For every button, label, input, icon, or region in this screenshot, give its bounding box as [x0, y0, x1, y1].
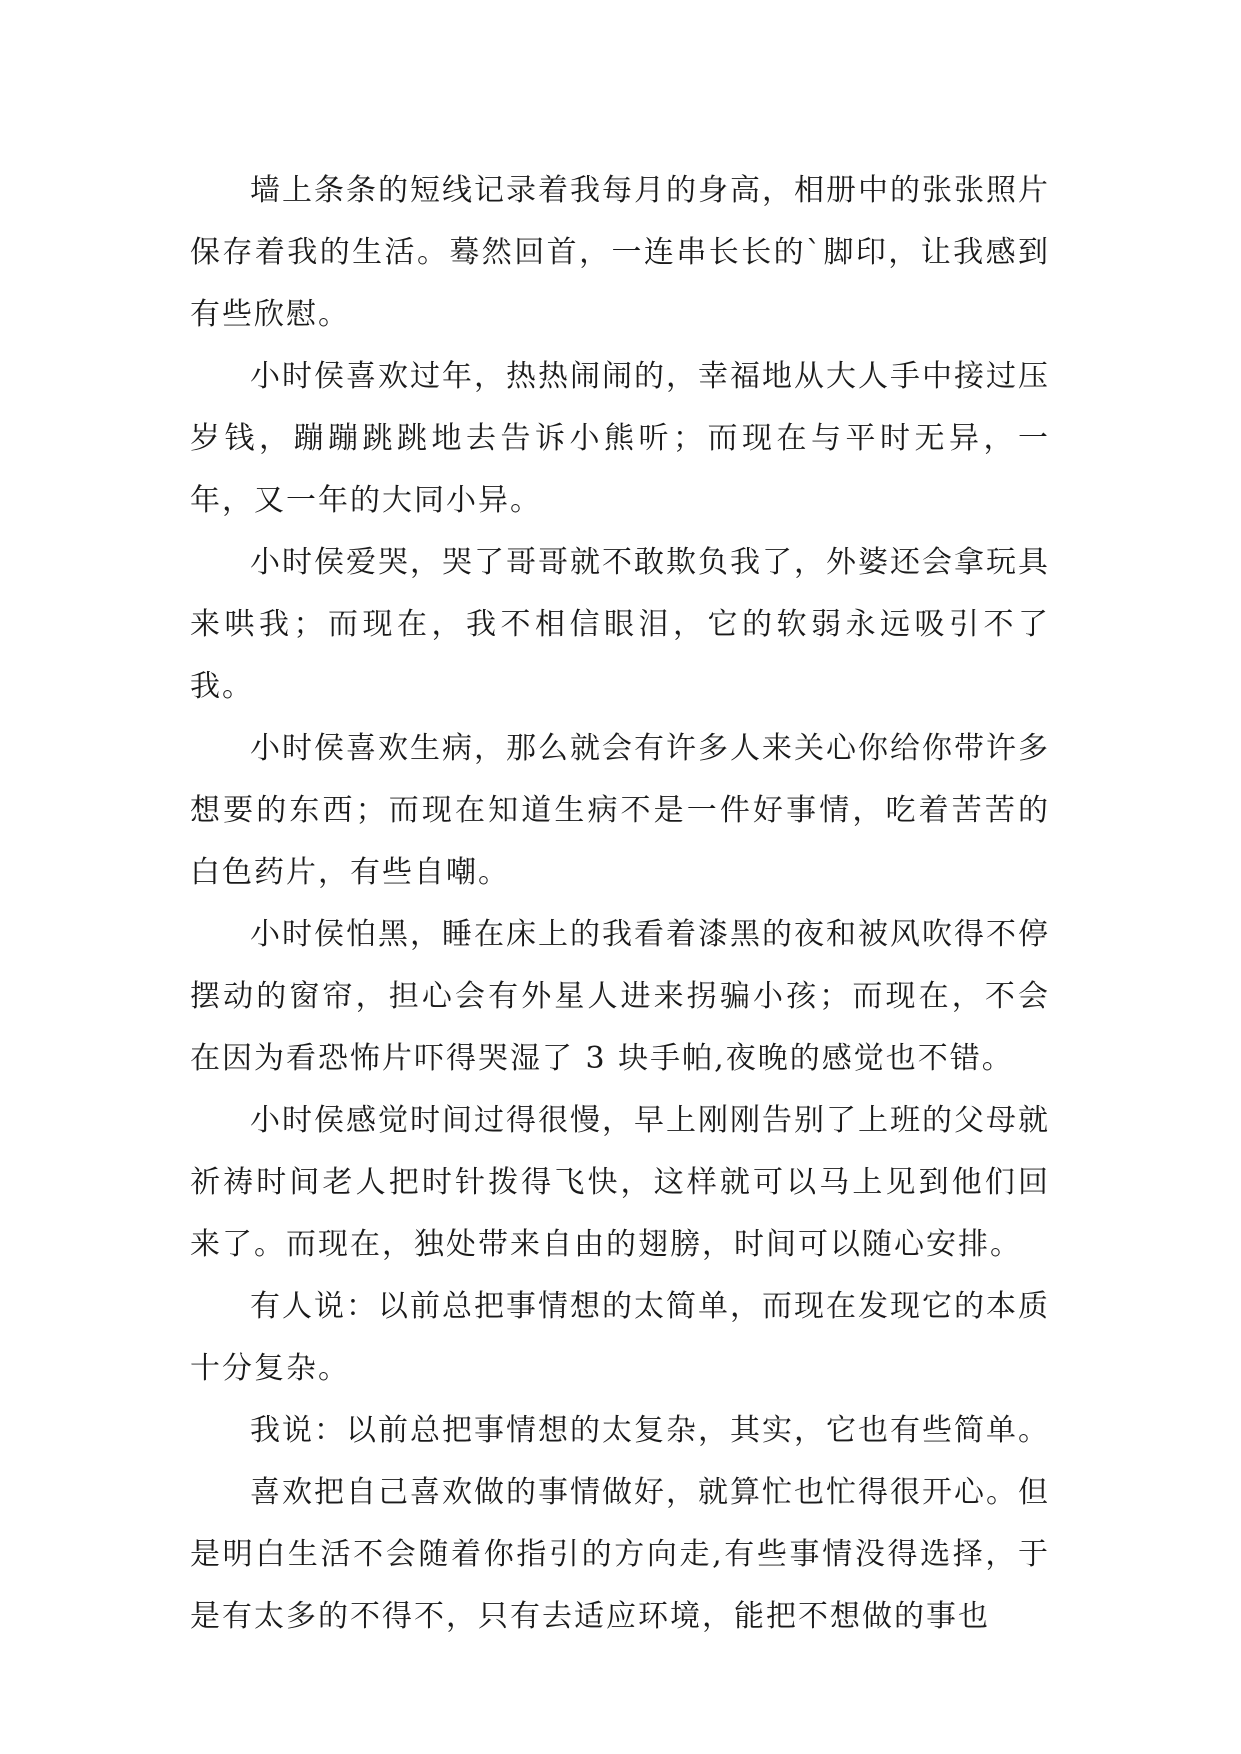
- body-text: [190, 160, 1050, 1648]
- paragraph-5: 小时侯怕黑，睡在床上的我看着漆黑的夜和被风吹得不停摆动的窗帘，担心会有外星人进来拐骗小孩；而现在，不会在因为看恐怖片吓得哭湿了 3 块手帕,夜晚的感觉也不错。: [190, 917, 1050, 1076]
- paragraph-6: 小时侯感觉时间过得很慢，早上刚刚告别了上班的父母就祈祷时间老人把时针拨得飞快，这样就可以马上见到他们回来了。而现在，独处带来自由的翅膀，时间可以随心安排。: [190, 1103, 1050, 1262]
- paragraph-2: 小时侯喜欢过年，热热闹闹的，幸福地从大人手中接过压岁钱，蹦蹦跳跳地去告诉小熊听；而现在与平时无异，一年，又一年的大同小异。: [190, 359, 1050, 518]
- paragraph-3: 小时侯爱哭，哭了哥哥就不敢欺负我了，外婆还会拿玩具来哄我；而现在，我不相信眼泪，它的软弱永远吸引不了我。: [190, 545, 1050, 704]
- paragraph-1: 墙上条条的短线记录着我每月的身高，相册中的张张照片保存着我的生活。蓦然回首，一连串长长的`脚印，让我感到有些欣慰。: [190, 173, 1050, 332]
- paragraph-4: 小时侯喜欢生病，那么就会有许多人来关心你给你带许多想要的东西；而现在知道生病不是一件好事情，吃着苦苦的白色药片，有些自嘲。: [190, 731, 1050, 890]
- paragraph-8: 我说：以前总把事情想的太复杂，其实，它也有些简单。: [250, 1413, 1050, 1448]
- paragraph-7: 有人说：以前总把事情想的太简单，而现在发现它的本质十分复杂。: [190, 1289, 1050, 1386]
- paragraph-9: 喜欢把自己喜欢做的事情做好，就算忙也忙得很开心。但是明白生活不会随着你指引的方向走,有些事情没得选择，于是有太多的不得不，只有去适应环境，能把不想做的事也: [190, 1475, 1050, 1634]
